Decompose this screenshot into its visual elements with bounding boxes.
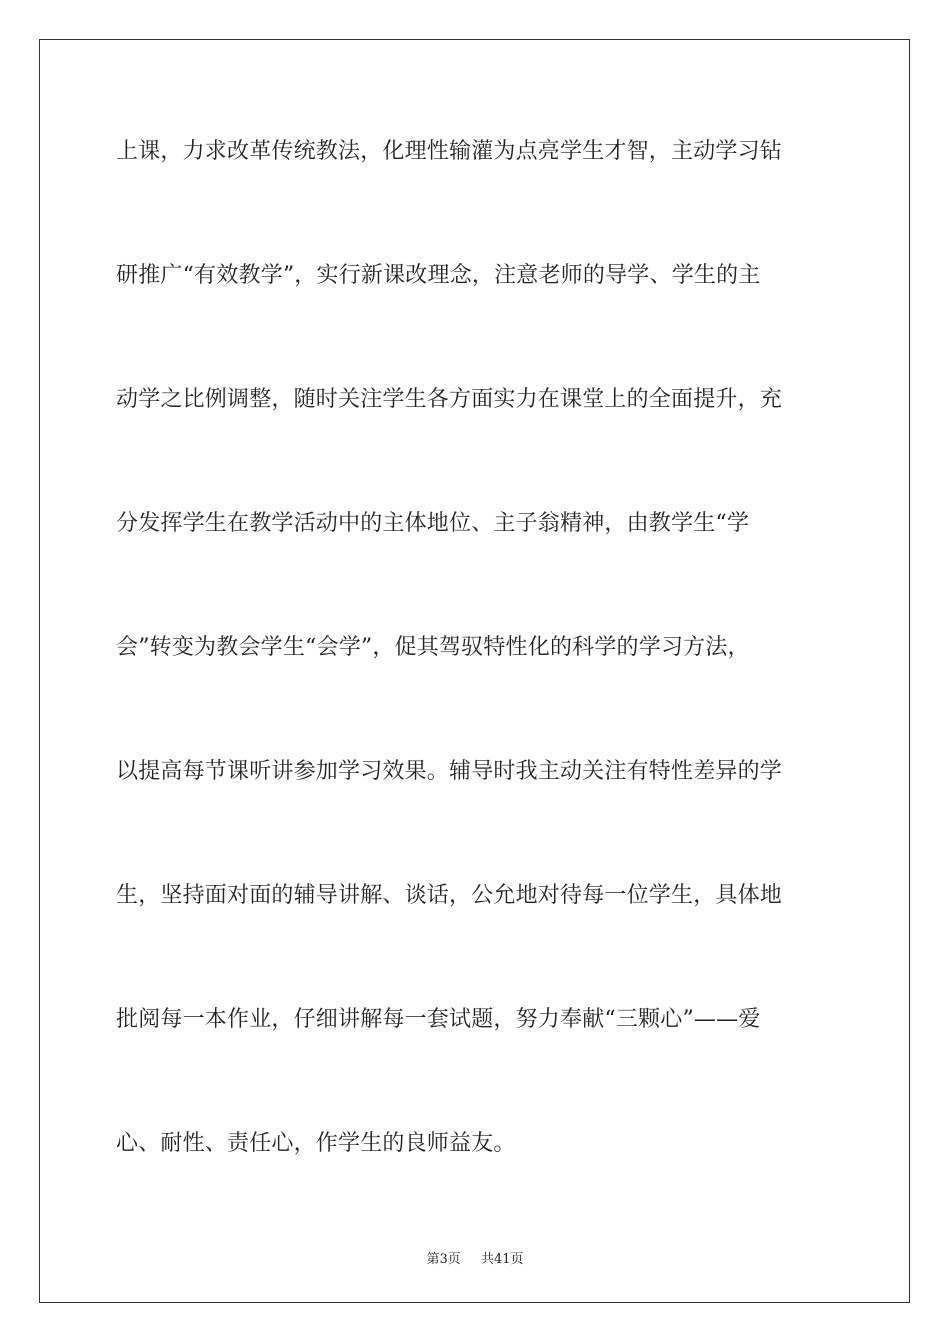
text-line: 动学之比例调整，随时关注学生各方面实力在课堂上的全面提升，充	[116, 387, 783, 412]
text-line: 心、耐性、责任心，作学生的良师益友。	[116, 1131, 516, 1156]
text-line: 批阅每一本作业，仔细讲解每一套试题，努力奉献“三颗心”——爱	[116, 1007, 761, 1032]
text-line: 分发挥学生在教学活动中的主体地位、主子翁精神，由教学生“学	[116, 511, 750, 536]
text-line: 上课，力求改革传统教法，化理性输灌为点亮学生才智，主动学习钻	[116, 139, 783, 164]
text-line: 研推广“有效教学”，实行新课改理念，注意老师的导学、学生的主	[116, 263, 761, 288]
page-footer	[0, 1248, 950, 1267]
body-text	[116, 122, 836, 1238]
text-line: 会”转变为教会学生“会学”，促其驾驭特性化的科学的学习方法，	[116, 635, 750, 660]
page-number: 第3页	[426, 1252, 461, 1267]
text-line: 以提高每节课听讲参加学习效果。辅导时我主动关注有特性差异的学	[116, 759, 783, 784]
total-pages: 共41页	[481, 1252, 524, 1267]
text-line: 生，坚持面对面的辅导讲解、谈话，公允地对待每一位学生，具体地	[116, 883, 783, 908]
